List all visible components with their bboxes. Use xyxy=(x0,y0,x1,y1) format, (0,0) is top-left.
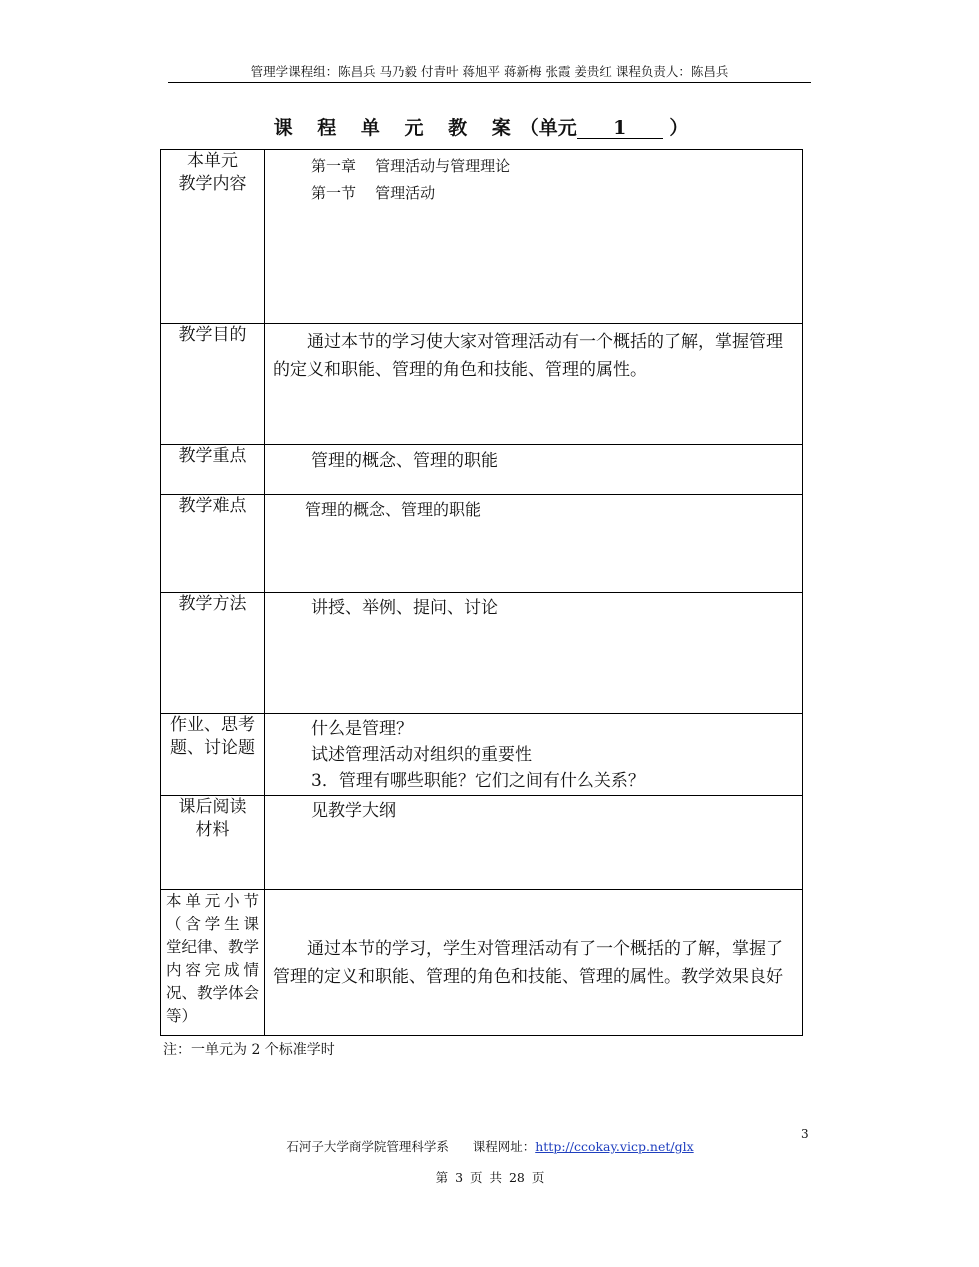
row-teaching-objective xyxy=(161,324,803,445)
label-homework: 作业、思考 题、讨论题 xyxy=(161,714,265,796)
row-difficulties xyxy=(161,495,803,593)
row-summary xyxy=(161,890,803,1036)
cell-summary xyxy=(265,890,803,1036)
homework-item: 什么是管理？ xyxy=(311,719,413,739)
row-methods xyxy=(161,593,803,714)
title-prefix: 课 程 单 元 教 案 xyxy=(273,117,520,139)
summary-text: 通过本节的学习，学生对管理活动有了一个概括的了解，掌握了管理的定义和职能、管理的角色和技能、管理的属性。教学效果良好 xyxy=(273,938,783,987)
cell-methods xyxy=(265,593,803,714)
footer-url-label: 课程网址： xyxy=(472,1139,536,1154)
title-paren-open: （单元 xyxy=(519,117,577,139)
homework-item: 试述管理活动对组织的重要性 xyxy=(311,745,532,765)
reading-text: 见教学大纲 xyxy=(311,801,396,821)
label-methods: 教学方法 xyxy=(161,593,265,714)
header-rule xyxy=(168,82,811,83)
label-difficulties: 教学难点 xyxy=(161,495,265,593)
row-homework xyxy=(161,714,803,796)
cell-teaching-objective xyxy=(265,324,803,445)
unit-number: 1 xyxy=(577,118,663,139)
title-paren-close: ） xyxy=(662,117,689,139)
section-line: 第一节 管理活动 xyxy=(311,184,436,202)
cell-teaching-content xyxy=(265,150,803,324)
footer-dept: 石河子大学商学院管理科学系 xyxy=(286,1139,449,1154)
page-count: 第 3 页 共 28 页 xyxy=(435,1170,545,1185)
homework-item: 3．管理有哪些职能？它们之间有什么关系？ xyxy=(311,771,645,791)
label-teaching-objective: 教学目的 xyxy=(161,324,265,445)
page-number: 3 xyxy=(801,1127,809,1141)
lesson-plan-table xyxy=(160,149,803,1036)
label-summary: 本单元小节 （含学生课 堂纪律、教学 内容完成情 况、教学体会 等） xyxy=(161,890,265,1036)
cell-reading xyxy=(265,796,803,890)
page-title xyxy=(160,112,802,144)
row-key-points xyxy=(161,445,803,495)
label-reading: 课后阅读 材料 xyxy=(161,796,265,890)
row-reading xyxy=(161,796,803,890)
page-footer xyxy=(160,1137,820,1155)
chapter-line: 第一章 管理活动与管理理论 xyxy=(311,157,511,175)
label-teaching-content: 本单元 教学内容 xyxy=(161,150,265,324)
cell-difficulties xyxy=(265,495,803,593)
difficulties-text: 管理的概念、管理的职能 xyxy=(305,500,482,519)
cell-key-points xyxy=(265,445,803,495)
key-points-text: 管理的概念、管理的职能 xyxy=(311,451,498,471)
row-teaching-content xyxy=(161,150,803,324)
objective-text: 通过本节的学习使大家对管理活动有一个概括的了解，掌握管理的定义和职能、管理的角色和技能、管理的属性。 xyxy=(273,332,783,380)
course-url-link[interactable]: http://ccokay.vicp.net/glx xyxy=(535,1139,694,1154)
label-key-points: 教学重点 xyxy=(161,445,265,495)
cell-homework xyxy=(265,714,803,796)
page-header: 管理学课程组：陈昌兵 马乃毅 付青叶 蒋旭平 蒋新梅 张霞 姜贵红 课程负责人：陈昌兵 xyxy=(250,64,729,79)
methods-text: 讲授、举例、提问、讨论 xyxy=(311,598,498,618)
unit-note: 注：一单元为 2 个标准学时 xyxy=(163,1042,335,1058)
